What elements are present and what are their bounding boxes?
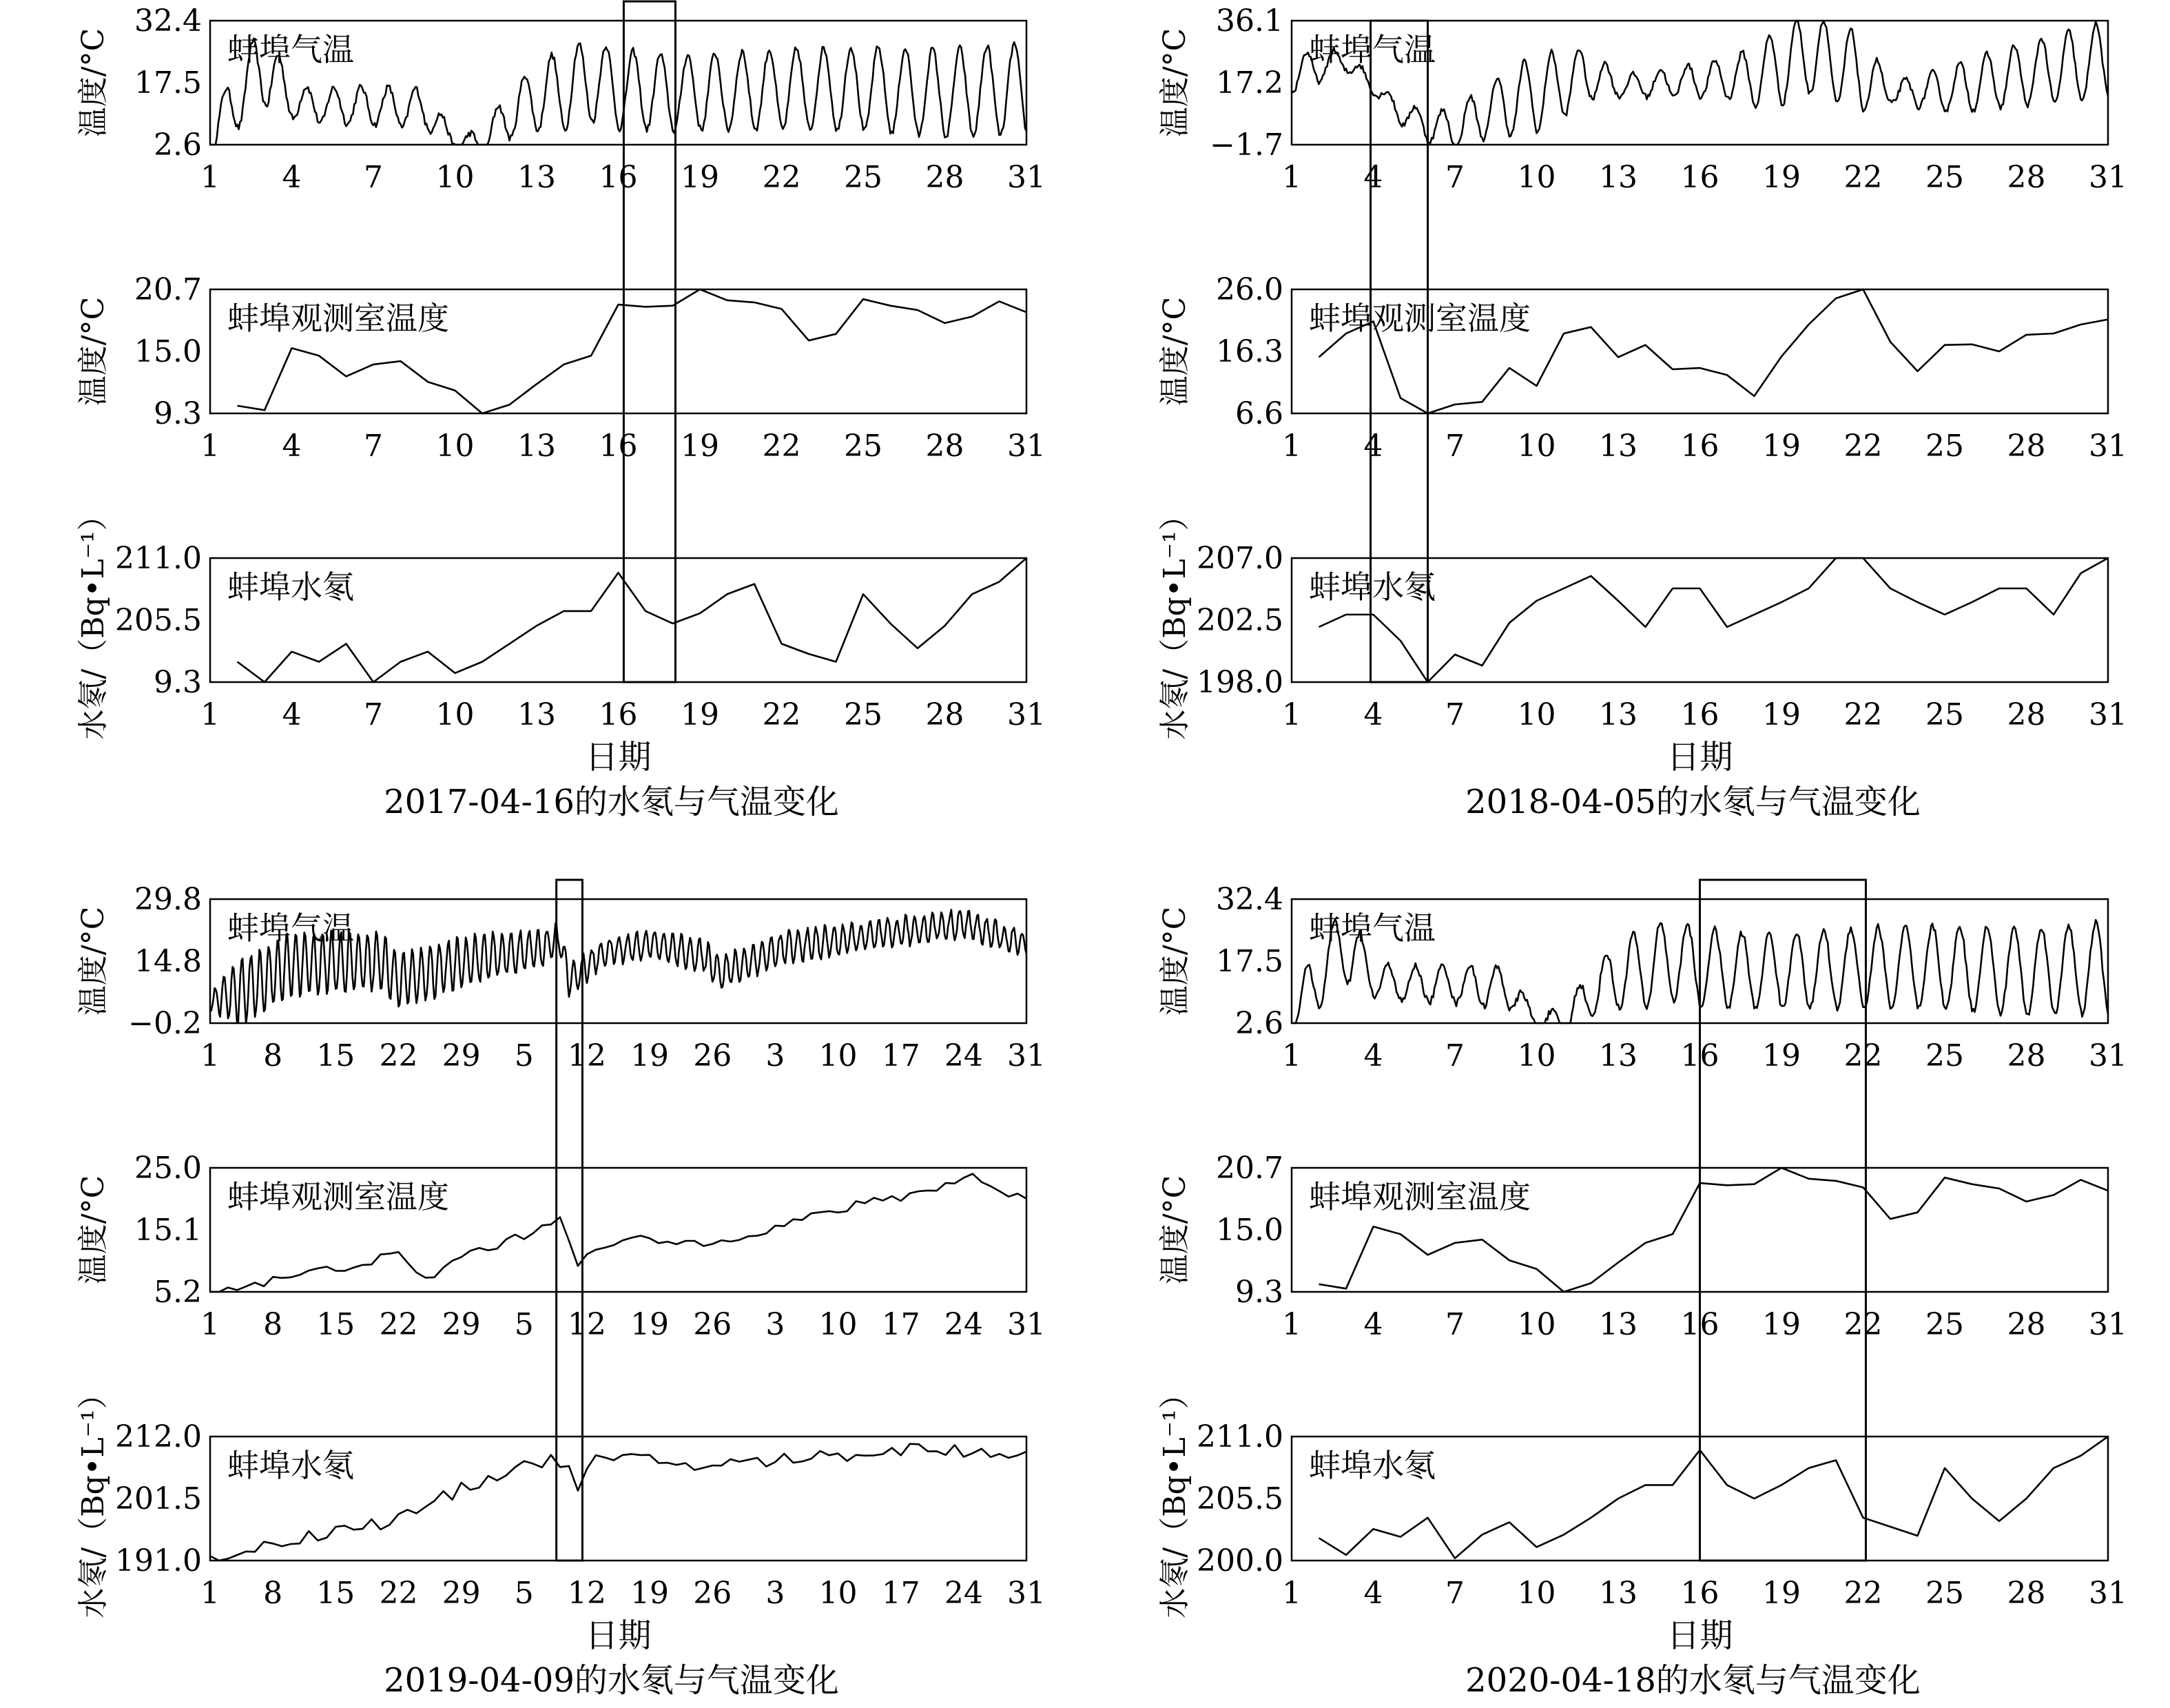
- panel-3: [76, 500, 1046, 739]
- x-tick-label: 25: [844, 697, 882, 732]
- x-tick-label: 25: [844, 429, 882, 464]
- x-tick-label: 19: [681, 697, 719, 732]
- y-tick-label: 202.5: [1197, 603, 1283, 638]
- y-axis-label: 温度/°C: [76, 1175, 111, 1285]
- x-tick-label: 16: [1680, 1307, 1719, 1342]
- y-tick-label: 17.5: [1216, 944, 1283, 979]
- y-tick-label: 16.3: [1216, 334, 1283, 369]
- x-tick-label: 1: [200, 1307, 220, 1342]
- y-axis-label: 水氡/（Bq•L⁻¹）: [76, 1379, 111, 1618]
- x-tick-label: 24: [944, 1576, 983, 1611]
- panel-title: 蚌埠观测室温度: [227, 300, 449, 337]
- series-line: [238, 558, 1027, 682]
- x-tick-label: 7: [1445, 1576, 1465, 1611]
- x-tick-label: 10: [1517, 160, 1556, 195]
- x-tick-label: 19: [1762, 1038, 1801, 1073]
- x-tick-label: 8: [263, 1576, 283, 1611]
- x-tick-label: 25: [844, 160, 882, 195]
- x-tick-label: 31: [1007, 429, 1046, 464]
- x-tick-label: 28: [2007, 429, 2046, 464]
- series-line: [1319, 558, 2109, 682]
- x-tick-label: 22: [762, 429, 801, 464]
- x-tick-label: 19: [1762, 1307, 1801, 1342]
- x-tick-label: 15: [316, 1307, 355, 1342]
- x-tick-label: 24: [944, 1038, 983, 1073]
- y-tick-label: 205.5: [115, 603, 202, 638]
- x-tick-label: 10: [1517, 1307, 1556, 1342]
- panel-3: [1157, 1379, 2127, 1618]
- y-axis-label: 温度/°C: [1157, 28, 1192, 138]
- x-tick-label: 10: [435, 697, 475, 732]
- xlabel-2020: 日期: [1666, 1616, 1733, 1655]
- y-axis-label: 温度/°C: [76, 296, 111, 407]
- x-tick-label: 19: [681, 429, 719, 464]
- x-tick-label: 7: [364, 429, 383, 464]
- x-tick-label: 31: [2089, 1307, 2127, 1342]
- x-tick-label: 19: [1762, 1576, 1801, 1611]
- panel-title: 蚌埠水氡: [1309, 1447, 1436, 1484]
- x-tick-label: 4: [1363, 1576, 1383, 1611]
- x-tick-label: 4: [1363, 429, 1383, 464]
- y-tick-label: 191.0: [115, 1543, 202, 1578]
- y-tick-label: 32.4: [1216, 882, 1283, 917]
- x-tick-label: 1: [1282, 1038, 1301, 1073]
- panel-title: 蚌埠气温: [1309, 909, 1436, 947]
- x-tick-label: 19: [630, 1576, 670, 1611]
- y-tick-label: −0.2: [128, 1006, 202, 1041]
- x-tick-label: 28: [2007, 1576, 2046, 1611]
- x-tick-label: 10: [818, 1038, 858, 1073]
- x-tick-label: 4: [1363, 1038, 1383, 1073]
- x-tick-label: 16: [1680, 1038, 1719, 1073]
- x-tick-label: 1: [200, 160, 220, 195]
- x-tick-label: 15: [316, 1576, 355, 1611]
- x-tick-label: 1: [200, 697, 220, 732]
- y-tick-label: 17.5: [134, 65, 202, 101]
- xlabel-2017: 日期: [585, 738, 652, 776]
- x-tick-label: 17: [881, 1576, 920, 1611]
- y-tick-label: 14.8: [134, 944, 202, 979]
- highlight-box: [1700, 880, 1866, 1561]
- y-axis-label: 水氡/（Bq•L⁻¹）: [76, 500, 111, 740]
- caption-2020: 2020-04-18的水氡与气温变化: [1465, 1661, 1921, 1700]
- x-tick-label: 26: [693, 1576, 732, 1611]
- panel-2: [1157, 272, 2127, 464]
- x-tick-label: 13: [1599, 697, 1637, 732]
- panel-title: 蚌埠气温: [227, 909, 354, 947]
- panel-2: [1157, 1151, 2127, 1342]
- x-tick-label: 8: [263, 1307, 283, 1342]
- x-tick-label: 15: [316, 1038, 355, 1073]
- panel-title: 蚌埠观测室温度: [227, 1178, 449, 1215]
- x-tick-label: 22: [1843, 429, 1883, 464]
- y-tick-label: 6.6: [1235, 396, 1283, 431]
- x-tick-label: 26: [693, 1038, 732, 1073]
- x-tick-label: 16: [1680, 697, 1719, 732]
- x-tick-label: 31: [1007, 1576, 1046, 1611]
- x-tick-label: 3: [765, 1038, 785, 1073]
- x-tick-label: 4: [282, 429, 302, 464]
- x-tick-label: 1: [1282, 429, 1301, 464]
- x-tick-label: 16: [1680, 160, 1719, 195]
- y-axis-label: 温度/°C: [1157, 296, 1192, 407]
- y-tick-label: 15.1: [134, 1213, 202, 1248]
- x-tick-label: 16: [1680, 1576, 1719, 1611]
- x-tick-label: 19: [630, 1038, 670, 1073]
- y-tick-label: 17.2: [1216, 65, 1283, 101]
- x-tick-label: 1: [1282, 160, 1301, 195]
- panel-2: [76, 272, 1046, 464]
- x-tick-label: 10: [435, 429, 475, 464]
- x-tick-label: 22: [1843, 1038, 1883, 1073]
- panel-title: 蚌埠水氡: [227, 568, 354, 606]
- panel-title: 蚌埠气温: [227, 31, 354, 68]
- x-tick-label: 1: [200, 1038, 220, 1073]
- y-tick-label: 5.2: [154, 1275, 202, 1310]
- x-tick-label: 13: [1599, 160, 1637, 195]
- x-tick-label: 19: [1762, 160, 1801, 195]
- x-tick-label: 16: [599, 160, 638, 195]
- x-tick-label: 10: [1517, 697, 1556, 732]
- panel-title: 蚌埠气温: [1309, 31, 1436, 68]
- x-tick-label: 17: [881, 1307, 920, 1342]
- xlabel-2018: 日期: [1666, 738, 1733, 776]
- y-tick-label: −1.7: [1210, 127, 1283, 163]
- x-tick-label: 4: [282, 160, 302, 195]
- x-tick-label: 31: [1007, 697, 1046, 732]
- x-tick-label: 26: [693, 1307, 732, 1342]
- y-axis-label: 温度/°C: [1157, 1175, 1192, 1285]
- y-tick-label: 9.3: [1235, 1275, 1283, 1310]
- x-tick-label: 8: [263, 1038, 283, 1073]
- y-tick-label: 205.5: [1197, 1481, 1283, 1516]
- x-tick-label: 10: [435, 160, 475, 195]
- x-tick-label: 7: [1445, 160, 1465, 195]
- x-tick-label: 31: [2089, 429, 2127, 464]
- y-tick-label: 9.3: [154, 665, 202, 700]
- y-tick-label: 198.0: [1197, 665, 1283, 700]
- x-tick-label: 28: [925, 429, 964, 464]
- x-tick-label: 29: [442, 1038, 481, 1073]
- y-tick-label: 201.5: [115, 1481, 202, 1516]
- y-axis-label: 温度/°C: [76, 906, 111, 1016]
- x-tick-label: 4: [1363, 160, 1383, 195]
- x-tick-label: 22: [379, 1307, 418, 1342]
- x-tick-label: 1: [1282, 1576, 1301, 1611]
- y-tick-label: 2.6: [154, 127, 202, 163]
- y-tick-label: 2.6: [1235, 1006, 1283, 1041]
- x-tick-label: 31: [1007, 160, 1046, 195]
- y-tick-label: 9.3: [154, 396, 202, 431]
- x-tick-label: 25: [1925, 1307, 1964, 1342]
- panel-title: 蚌埠水氡: [1309, 568, 1436, 606]
- x-tick-label: 10: [1517, 429, 1556, 464]
- x-tick-label: 10: [1517, 1038, 1556, 1073]
- y-tick-label: 20.7: [134, 272, 202, 307]
- x-tick-label: 4: [1363, 1307, 1383, 1342]
- x-tick-label: 28: [2007, 697, 2046, 732]
- x-tick-label: 22: [379, 1576, 418, 1611]
- x-tick-label: 7: [1445, 697, 1465, 732]
- caption-2019: 2019-04-09的水氡与气温变化: [384, 1661, 839, 1700]
- panel-2: [76, 1151, 1046, 1342]
- x-tick-label: 28: [2007, 1038, 2046, 1073]
- x-tick-label: 13: [517, 429, 556, 464]
- x-tick-label: 28: [925, 160, 964, 195]
- x-tick-label: 5: [514, 1576, 534, 1611]
- x-tick-label: 12: [567, 1307, 606, 1342]
- x-tick-label: 13: [1599, 1038, 1637, 1073]
- x-tick-label: 3: [765, 1307, 785, 1342]
- y-axis-label: 水氡/（Bq•L⁻¹）: [1157, 500, 1192, 740]
- panel-title: 蚌埠观测室温度: [1309, 300, 1531, 337]
- figure-2017: [76, 1, 1046, 821]
- x-tick-label: 31: [2089, 697, 2127, 732]
- x-tick-label: 19: [1762, 697, 1801, 732]
- panel-3: [76, 1379, 1046, 1618]
- x-tick-label: 7: [1445, 429, 1465, 464]
- x-tick-label: 28: [925, 697, 964, 732]
- x-tick-label: 24: [944, 1307, 983, 1342]
- panel-title: 蚌埠观测室温度: [1309, 1178, 1531, 1215]
- x-tick-label: 29: [442, 1307, 481, 1342]
- x-tick-label: 25: [1925, 697, 1964, 732]
- x-tick-label: 10: [818, 1576, 858, 1611]
- x-tick-label: 7: [1445, 1038, 1465, 1073]
- y-tick-label: 211.0: [1197, 1419, 1283, 1454]
- panel-title: 蚌埠水氡: [227, 1447, 354, 1484]
- panel-1: [76, 882, 1046, 1073]
- x-tick-label: 1: [1282, 1307, 1301, 1342]
- x-tick-label: 25: [1925, 1038, 1964, 1073]
- figure-2019: [76, 880, 1046, 1700]
- panel-1: [76, 3, 1046, 195]
- x-tick-label: 28: [2007, 160, 2046, 195]
- y-tick-label: 32.4: [134, 3, 202, 39]
- y-tick-label: 25.0: [134, 1151, 202, 1186]
- x-tick-label: 22: [762, 160, 801, 195]
- y-tick-label: 207.0: [1197, 541, 1283, 576]
- x-tick-label: 22: [1843, 1576, 1883, 1611]
- x-tick-label: 22: [762, 697, 801, 732]
- x-tick-label: 13: [517, 160, 556, 195]
- x-tick-label: 19: [1762, 429, 1801, 464]
- x-tick-label: 12: [567, 1576, 606, 1611]
- y-axis-label: 水氡/（Bq•L⁻¹）: [1157, 1379, 1192, 1618]
- x-tick-label: 10: [818, 1307, 858, 1342]
- x-tick-label: 10: [1517, 1576, 1556, 1611]
- panel-3: [1157, 500, 2127, 739]
- x-tick-label: 19: [630, 1307, 670, 1342]
- x-tick-label: 19: [681, 160, 719, 195]
- x-tick-label: 5: [514, 1038, 534, 1073]
- figure-2018: [1157, 3, 2127, 821]
- y-tick-label: 20.7: [1216, 1151, 1283, 1186]
- x-tick-label: 31: [2089, 1576, 2127, 1611]
- x-tick-label: 22: [1843, 160, 1883, 195]
- y-tick-label: 211.0: [115, 541, 202, 576]
- x-tick-label: 13: [517, 697, 556, 732]
- x-tick-label: 7: [364, 160, 383, 195]
- x-tick-label: 4: [282, 697, 302, 732]
- y-tick-label: 26.0: [1216, 272, 1283, 307]
- x-tick-label: 1: [200, 429, 220, 464]
- y-axis-label: 温度/°C: [1157, 906, 1192, 1016]
- x-tick-label: 28: [2007, 1307, 2046, 1342]
- x-tick-label: 17: [881, 1038, 920, 1073]
- x-tick-label: 7: [364, 697, 383, 732]
- y-tick-label: 15.0: [134, 334, 202, 369]
- x-tick-label: 31: [1007, 1038, 1046, 1073]
- x-tick-label: 22: [1843, 697, 1883, 732]
- x-tick-label: 31: [2089, 1038, 2127, 1073]
- xlabel-2019: 日期: [585, 1616, 652, 1655]
- x-tick-label: 13: [1599, 1307, 1637, 1342]
- x-tick-label: 31: [2089, 160, 2127, 195]
- x-tick-label: 5: [514, 1307, 534, 1342]
- x-tick-label: 22: [1843, 1307, 1883, 1342]
- x-tick-label: 16: [599, 429, 638, 464]
- y-tick-label: 15.0: [1216, 1213, 1283, 1248]
- caption-2017: 2017-04-16的水氡与气温变化: [384, 783, 839, 821]
- figure-2020: [1157, 880, 2127, 1700]
- x-tick-label: 7: [1445, 1307, 1465, 1342]
- x-tick-label: 12: [567, 1038, 606, 1073]
- x-tick-label: 22: [379, 1038, 418, 1073]
- y-tick-label: 212.0: [115, 1419, 202, 1454]
- y-tick-label: 200.0: [1197, 1543, 1283, 1578]
- x-tick-label: 16: [1680, 429, 1719, 464]
- x-tick-label: 4: [1363, 697, 1383, 732]
- x-tick-label: 3: [765, 1576, 785, 1611]
- caption-2018: 2018-04-05的水氡与气温变化: [1465, 783, 1921, 821]
- x-tick-label: 1: [1282, 697, 1301, 732]
- panel-1: [1157, 3, 2127, 195]
- x-tick-label: 25: [1925, 1576, 1964, 1611]
- y-axis-label: 温度/°C: [76, 28, 111, 138]
- x-tick-label: 13: [1599, 1576, 1637, 1611]
- x-tick-label: 1: [200, 1576, 220, 1611]
- series-line: [1319, 1437, 2109, 1558]
- y-tick-label: 36.1: [1216, 3, 1283, 39]
- x-tick-label: 25: [1925, 160, 1964, 195]
- y-tick-label: 29.8: [134, 882, 202, 917]
- x-tick-label: 25: [1925, 429, 1964, 464]
- x-tick-label: 29: [442, 1576, 481, 1611]
- x-tick-label: 31: [1007, 1307, 1046, 1342]
- x-tick-label: 13: [1599, 429, 1637, 464]
- x-tick-label: 16: [599, 697, 638, 732]
- panel-1: [1157, 882, 2127, 1073]
